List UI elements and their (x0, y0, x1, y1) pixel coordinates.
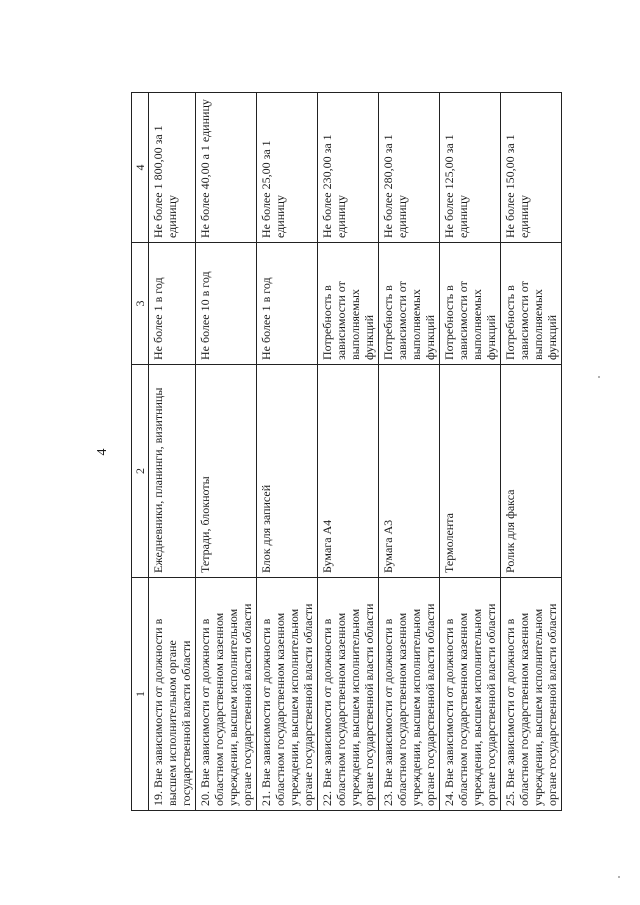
item-cell: Блок для записей (257, 365, 318, 578)
table-row (257, 93, 318, 811)
price-cell: Не более 1 800,00 за 1 единицу (149, 93, 196, 243)
price-cell: Не более 230,00 за 1 единицу (318, 93, 379, 243)
quantity-cell: Потребность в зависимости от выполняемых функций (379, 243, 440, 365)
table-row (318, 93, 379, 811)
position-cell: 20. Вне зависимости от должности в областном государственном казенном учреждении, высшем исполнительном органе государственной власти области (196, 578, 257, 811)
quantity-cell: Не более 10 в год (196, 243, 257, 365)
scan-speck (618, 876, 620, 878)
price-cell: Не более 40,00 а 1 единицу (196, 93, 257, 243)
quantity-cell: Потребность в зависимости от выполняемых функций (440, 243, 501, 365)
header-cell-1: 1 (132, 578, 149, 811)
table-row (149, 93, 196, 811)
position-cell: 25. Вне зависимости от должности в областном государственном казенном учреждении, высшем исполнительном органе государственной власти области (501, 578, 562, 811)
position-cell: 19. Вне зависимости от должности в высшем исполнительном органе государственной власти области (149, 578, 196, 811)
norms-table (131, 92, 562, 811)
header-row (132, 93, 149, 811)
quantity-cell: Не более 1 в год (257, 243, 318, 365)
price-cell: Не более 150,00 за 1 единицу (501, 93, 562, 243)
header-cell-3: 3 (132, 243, 149, 365)
page-number: 4 (95, 448, 110, 456)
scan-speck (598, 376, 600, 378)
table-row (501, 93, 562, 811)
quantity-cell: Не более 1 в год (149, 243, 196, 365)
position-cell: 24. Вне зависимости от должности в областном государственном казенном учреждении, высшем исполнительном органе государственной власти области (440, 578, 501, 811)
item-cell: Ежедневники, планинги, визитницы (149, 365, 196, 578)
item-cell: Ролик для факса (501, 365, 562, 578)
price-cell: Не более 25,00 за 1 единицу (257, 93, 318, 243)
item-cell: Тетради, блокноты (196, 365, 257, 578)
item-cell: Термолента (440, 365, 501, 578)
position-cell: 21. Вне зависимости от должности в областном государственном казенном учреждении, высшем исполнительном органе государственной власти области (257, 578, 318, 811)
item-cell: Бумага А3 (379, 365, 440, 578)
header-cell-4: 4 (132, 93, 149, 243)
position-cell: 22. Вне зависимости от должности в областном государственном казенном учреждении, высшем исполнительном органе государственной власти области (318, 578, 379, 811)
quantity-cell: Потребность в зависимости от выполняемых функций (318, 243, 379, 365)
price-cell: Не более 280,00 за 1 единицу (379, 93, 440, 243)
header-cell-2: 2 (132, 365, 149, 578)
table-row (379, 93, 440, 811)
position-cell: 23. Вне зависимости от должности в областном государственном казенном учреждении, высшем исполнительном органе государственной власти области (379, 578, 440, 811)
item-cell: Бумага А4 (318, 365, 379, 578)
quantity-cell: Потребность в зависимости от выполняемых функций (501, 243, 562, 365)
table-row (440, 93, 501, 811)
price-cell: Не более 125,00 за 1 единицу (440, 93, 501, 243)
table-row (196, 93, 257, 811)
rotated-page-content (89, 93, 559, 811)
